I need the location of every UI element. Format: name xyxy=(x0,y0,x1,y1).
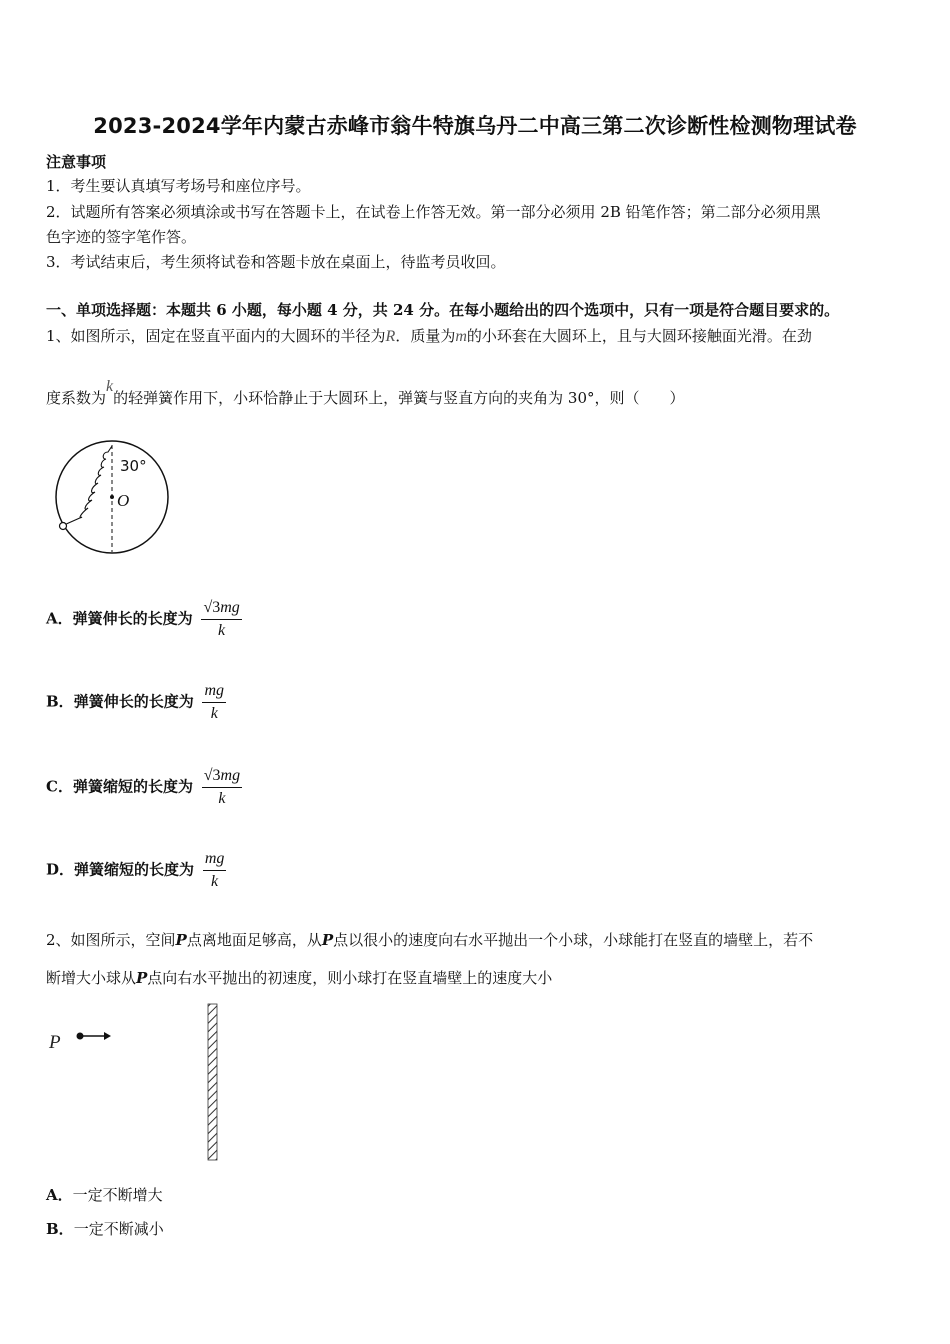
q1-option-c[interactable] xyxy=(46,765,242,810)
option-label: B． xyxy=(46,692,74,711)
q1-option-a[interactable] xyxy=(46,597,242,642)
var-m: m xyxy=(455,328,467,345)
numerator: mg xyxy=(204,682,225,699)
page-title: 2023-2024学年内蒙古赤峰市翁牛特旗乌丹二中高三第二次诊断性检测物理试卷 xyxy=(93,114,857,138)
sqrt-symbol: √3 xyxy=(203,599,221,616)
var-p: P xyxy=(175,931,187,949)
option-label: D． xyxy=(46,860,75,879)
denominator: k xyxy=(218,790,226,807)
notice-item-2: 2．试题所有答案必须填涂或书写在答题卡上，在试卷上作答无效。第一部分必须用 2B 铅笔作答；第二部分必须用黑 xyxy=(46,203,821,221)
angle-label: 30° xyxy=(120,457,147,475)
notice-heading: 注意事项 xyxy=(46,153,107,171)
small-ring xyxy=(60,523,67,530)
option-text: 弹簧缩短的长度为 xyxy=(74,860,195,879)
q1-text: 的轻弹簧作用下，小环恰静止于大圆环上，弹簧与竖直方向的夹角为 30°，则（ ） xyxy=(113,389,685,407)
option-text: 弹簧伸长的长度为 xyxy=(73,692,194,711)
q2-text: 点离地面足够高，从 xyxy=(186,931,322,949)
denominator: k xyxy=(218,622,226,639)
option-text: 一定不断减小 xyxy=(73,1220,164,1238)
point-label: P xyxy=(49,1032,61,1053)
option-text: 弹簧伸长的长度为 xyxy=(72,609,193,628)
q2-text-line-2 xyxy=(46,966,552,990)
numerator: mg xyxy=(204,850,225,867)
fraction xyxy=(202,680,226,725)
var-p: P xyxy=(136,969,148,987)
numerator: mg xyxy=(220,767,241,784)
q1-text: 1、如图所示，固定在竖直平面内的大圆环的半径为 xyxy=(46,327,386,345)
section-heading: 一、单项选择题：本题共 6 小题，每小题 4 分，共 24 分。在每小题给出的四个选项中，只有一项是符合题目要求的。 xyxy=(46,301,840,319)
q2-option-a[interactable] xyxy=(46,1184,163,1205)
q1-option-d[interactable] xyxy=(46,848,226,893)
var-k: k xyxy=(106,378,114,395)
option-text: 一定不断增大 xyxy=(72,1186,163,1204)
q2-text: 断增大小球从 xyxy=(46,969,137,987)
option-label: B． xyxy=(46,1220,74,1238)
notice-item-1: 1．考生要认真填写考场号和座位序号。 xyxy=(46,177,311,195)
q1-text-line-2 xyxy=(46,378,685,411)
option-label: A． xyxy=(46,1186,73,1204)
q1-text: ．质量为 xyxy=(395,327,456,345)
center-point xyxy=(110,495,114,499)
fraction xyxy=(202,765,242,810)
fraction xyxy=(201,597,241,642)
ball xyxy=(77,1033,84,1040)
notice-item-2-cont: 色字迹的签字笔作答。 xyxy=(46,228,197,246)
q2-figure xyxy=(44,1000,234,1165)
var-p: P xyxy=(321,931,334,949)
q2-text: 点以很小的速度向右水平抛出一个小球，小球能打在竖直的墙壁上，若不 xyxy=(333,931,814,949)
sqrt-symbol: √3 xyxy=(203,767,221,784)
wall xyxy=(208,1004,217,1160)
q1-text-line-1 xyxy=(46,324,812,349)
q2-option-b[interactable] xyxy=(46,1218,164,1239)
var-r: R xyxy=(385,328,396,345)
notice-item-3: 3．考试结束后，考生须将试卷和答题卡放在桌面上，待监考员收回。 xyxy=(46,253,506,271)
q1-option-b[interactable] xyxy=(46,680,226,725)
fraction xyxy=(203,848,227,893)
arrow-head-icon xyxy=(104,1032,111,1040)
q1-figure xyxy=(50,440,175,560)
q1-text: 的小环套在大圆环上，且与大圆环接触面光滑。在劲 xyxy=(466,327,812,345)
q2-text-line-1 xyxy=(46,928,813,952)
option-label: C． xyxy=(46,777,73,796)
center-label: O xyxy=(117,491,130,510)
option-label: A． xyxy=(46,609,73,628)
q2-text: 点向右水平抛出的初速度，则小球打在竖直墙壁上的速度大小 xyxy=(147,969,553,987)
q2-text: 2、如图所示，空间 xyxy=(46,931,176,949)
denominator: k xyxy=(210,705,218,722)
option-text: 弹簧缩短的长度为 xyxy=(72,777,193,796)
q1-text: 度系数为 xyxy=(46,389,107,407)
denominator: k xyxy=(211,873,219,890)
numerator: mg xyxy=(220,599,240,616)
